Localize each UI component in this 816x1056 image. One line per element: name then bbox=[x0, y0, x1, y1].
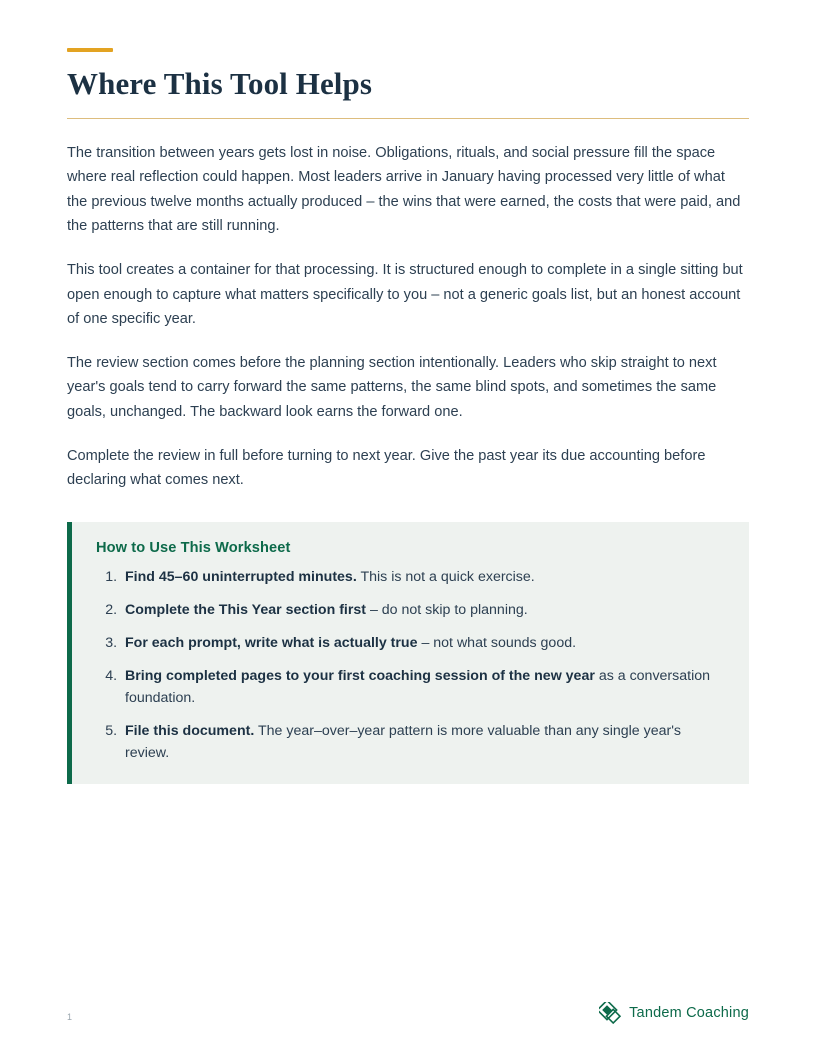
accent-rule bbox=[67, 48, 113, 52]
list-item bbox=[121, 665, 725, 709]
list-item-rest: as a conversation foundation. bbox=[125, 667, 711, 706]
body-paragraph-1: The transition between years gets lost in noise. Obligations, rituals, and social pressure fill the space where real reflection could happen. Most leaders arrive in January having processed very little of what the previous twelve months actually produced – the wins that were earned, the costs that were paid, and the patterns that are still running. bbox=[67, 144, 741, 235]
list-item bbox=[121, 566, 725, 588]
page-content bbox=[67, 48, 749, 784]
callout-title: How to Use This Worksheet bbox=[96, 539, 291, 556]
callout-list bbox=[96, 566, 725, 764]
list-item-rest: This is not a quick exercise. bbox=[356, 568, 535, 585]
list-item bbox=[121, 632, 725, 654]
list-item-bold: Find 45–60 uninterrupted minutes. bbox=[125, 568, 357, 585]
list-item bbox=[121, 720, 725, 764]
brand-lockup bbox=[599, 1002, 749, 1024]
body-paragraph-3: The review section comes before the planning section intentionally. Leaders who skip straight to next year's goals tend to carry forward the same patterns, the same blind spots, and sometimes the same goals, unchanged. The backward look earns the forward one. bbox=[67, 354, 717, 420]
list-item-rest: The year–over–year pattern is more valuable than any single year's review. bbox=[125, 722, 682, 761]
page-title: Where This Tool Helps bbox=[67, 66, 373, 101]
page-footer bbox=[67, 998, 749, 1024]
list-item-rest: – not what sounds good. bbox=[417, 634, 577, 651]
list-item-rest: – do not skip to planning. bbox=[366, 601, 528, 618]
list-item-bold: Complete the This Year section first bbox=[125, 601, 366, 618]
list-item-bold: For each prompt, write what is actually true bbox=[125, 634, 418, 651]
how-to-use-callout bbox=[67, 522, 749, 784]
body-paragraph-2: This tool creates a container for that processing. It is structured enough to complete in a single sitting but open enough to capture what matters specifically to you – not a generic goals list, but an honest account of one specific year. bbox=[67, 262, 743, 328]
list-item bbox=[121, 599, 725, 621]
tandem-diamond-logo-icon bbox=[599, 1002, 621, 1024]
list-item-bold: Bring completed pages to your first coaching session of the new year bbox=[125, 667, 595, 684]
body-paragraph-4: Complete the review in full before turning to next year. Give the past year its due accounting before declaring what comes next. bbox=[67, 447, 706, 489]
title-divider bbox=[67, 118, 749, 119]
page-number: 1 bbox=[67, 1012, 73, 1022]
list-item-bold: File this document. bbox=[125, 722, 255, 739]
brand-name: Tandem Coaching bbox=[629, 1005, 749, 1021]
